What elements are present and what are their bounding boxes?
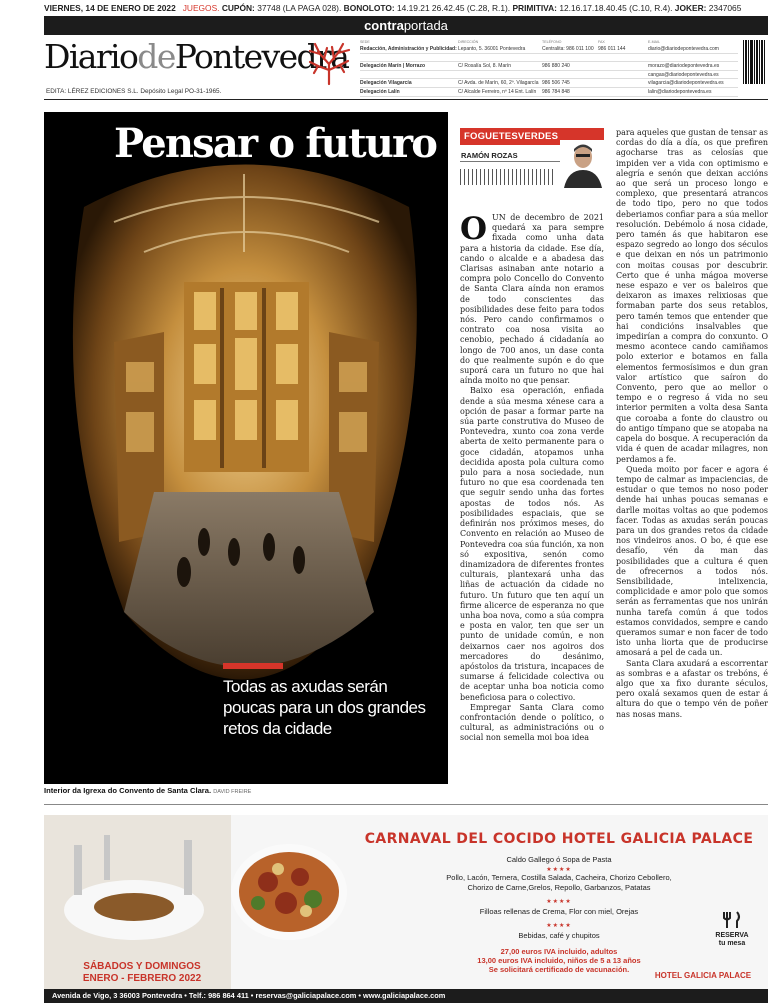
decorative-stripes-icon <box>460 169 556 185</box>
article-paragraph: OUN de decembro de 2021 quedará xa para sempre fixada como unha data para a historia da cidade. Ese día, cando o alcalde e a abadesa das Clarisas asinaban ante notario a compra polo Concello do Convento de Santa Clara aínda non eramos de todo conscientes das posibilidades dese feito para todos nós. Pero cando confirmamos o contrato coa nosa visita ao cenobio, pechado á cidadanía ao longo de 700 anos, un dase conta do que realmente supón e do que suporá cara un futuro no que hai aínda moito no que pensar. <box>460 211 604 386</box>
primitiva-value: 12.16.17.18.40.45 (C.10, R.4). <box>559 3 673 13</box>
newspaper-logo <box>44 37 348 76</box>
menu-stars: ★★★★ <box>546 923 572 929</box>
masthead-divider <box>44 99 768 100</box>
menu-stars: ★★★★ <box>546 899 572 905</box>
issue-date: VIERNES, 14 DE ENERO DE 2022 <box>44 3 176 13</box>
lottery-bar <box>44 3 768 15</box>
vaccination-note: Se solicitará certificado de vacunación. <box>488 965 630 974</box>
article-paragraph: para aqueles que gustan de tensar as cordas do día a día, os que prefiren agocharse tras as celosías que impiden ver a vida con optimismo e alegría e senón que deixan accións ao que será un proceso longo e complexo, que presentará atrancos de todo tipo, pero no que todos deberiamos confiar para a súa mellor resolución. Debémolo á nosa cidade, pero tamén ás que habitaron ese espazo segredo ao longo dos séculos e que deixan en nós un patrimonio con moitas cousas por descubrir. Certo que é unha mágoa moverse nese espazo e ver os baleiros que deixaron as imaxes relixiosas que formaban parte dos seus retablos, pero tamén temos que entender que hai condicións insalvables que impedirían a compra do conxunto. O mesmo acontece cando camiñamos polo exterior e botamos en falla elementos fermosísimos e dun gran valor artístico que saíron do Convento, pero que ao mellor o tempo e o regreso á vida no seu interior permiten a volta desa Santa que coroaba a fonte do claustro ou do antigo tímpano que se atopaba na capela do bosque. A recuperación da vida é quen de acadar milagres, non perdamos a fe. <box>616 128 768 464</box>
advert-footer: Avenida de Vigo, 3 36003 Pontevedra • Telf.: 986 864 411 • reservas@galiciapalace.com • www.galiciapalace.com <box>44 989 768 1003</box>
menu-stars: ★★★★ <box>546 867 572 873</box>
author-portrait <box>560 140 604 188</box>
menu-line: Pollo, Lacón, Ternera, Costilla Salada, Cacheira, Chorizo Cebollero, <box>446 873 672 882</box>
photo-caption <box>44 786 448 795</box>
directory-row: Delegación Marín | Morrazo C/ Rosalía Sol, 8. Marín 986 880 240 morazo@diariodepontevedra.es <box>360 62 738 71</box>
hotel-advert <box>44 815 768 1003</box>
joker-label: JOKER: <box>674 3 707 13</box>
logo-de: de <box>137 37 175 76</box>
publisher-info: EDITA: LÉREZ EDICIONES S.L. Depósito Legal PO-31-1965. <box>46 88 222 95</box>
cocido-dish-image <box>228 837 350 947</box>
article-paragraph: Baixo esa operación, enfiada dende a súa mesma xénese cara a opción de pasar a formar parte na súa parte construtiva do Museo de Pontevedra, xunto coa zona verde aberta de xeito permanente para o goce cidadán, atopamos unha decidida aposta pola cultura como pulo para a nosa sociedade, nun futuro no que esa coordenada ten que seguir sendo unha das fortes apostas de todos nós. As posibilidades espaciais, que se definirán nos próximos meses, do Convento en relación ao Museo de Pontevedra coa súa función, xa non só expositiva, senón como dinamizadora de diferentes frontes culturais, plantexará unha das liñas de actuación da cidade no futuro. Un futuro que ten aquí un firme alicerce de esperanza no que unha boa nova, como a súa compra e posta en valor, ten que ser un punto de unidade común, e non deixarnos caer nos agoiros dos mercadores do desánimo, apóstolos da tristura, incapaces de sumarse á felicidade colectiva ou de aceptar unha boa noticia como beneficiosa para o colectivo. <box>460 386 604 702</box>
advert-dates: SÁBADOS Y DOMINGOS ENERO - FEBRERO 2022 <box>82 961 202 984</box>
directory-row: Redacción, Administración y Publicidad: Lepanto, 5. 36001 Pontevedra Centralita: 986 011 100 986 011 144 diario@diariodepontevedra.com <box>360 45 738 54</box>
bonoloto-value: 14.19.21 26.42.45 (C.28, R.1). <box>397 3 511 13</box>
column-name: FOGUETESVERDES <box>460 128 604 145</box>
photo-credit: DAVID FREIRE <box>213 789 252 795</box>
church-photo <box>44 112 448 784</box>
article-paragraph: Santa Clara axudará a escorrentar as sombras e a afastar os trebóns, é algo que xa fixo durante séculos, pero oxalá sexamos quen de estar á altura do que o tempo vén de poñer nas nosas mans. <box>616 658 768 719</box>
section-bar <box>44 16 768 35</box>
menu-line: Caldo Gallego ó Sopa de Pasta <box>506 855 612 864</box>
reserve-badge: RESERVA tu mesa <box>702 911 762 948</box>
advert-title: CARNAVAL DEL COCIDO HOTEL GALICIA PALACE <box>364 831 754 847</box>
cupon-label: CUPÓN: <box>221 3 255 13</box>
logo-pontevedra: Pontevedra <box>174 37 349 76</box>
directory-row: Delegación Vilagarcía C/ Avda. de Marín, 60, 2º. Vilagarcía 986 506 745 vilagarcia@diariodepontevedra.es <box>360 79 738 88</box>
cutlery-icon <box>721 911 743 929</box>
directory-row: Delegación Lalín C/ Alcalde Ferreiro, nº 14 Ent. Lalín 986 784 848 lalin@diariodepontevedra.es <box>360 88 738 97</box>
cupon-value: 37748 (LA PAGA 028). <box>257 3 342 13</box>
article-paragraph: Empregar Santa Clara como confrontación dende o político, o cultural, as administracións ou o social non semella moi boa idea <box>460 702 604 743</box>
primitiva-label: PRIMITIVA: <box>512 3 557 13</box>
caption-text: Interior da Igrexa do Convento de Santa Clara. <box>44 786 212 795</box>
barcode-icon <box>741 39 767 93</box>
adult-price: 27,00 euros IVA incluido, adultos <box>500 947 618 956</box>
article-paragraph: Queda moito por facer e agora é tempo de calmar as impaciencias, de estudar o que temos no noso poder dende hai unhas poucas semanas e darlle moitas voltas ao que podemos facer. Todas as axudas serán poucas para un dos grandes retos da cidade nos vindeiros anos. O bo, é que ese desafío, vén da man das posibilidades que a cultura é quen de ofrecernos a todos nós. Sensibilidade, intelixencia, complicidade e amor polo que somos serán as ferramentas que nos unirán nunha tarefa común á que todos estamos convidados, sempre e cando queramos sumar e non facer de todo isto unha liorta que de producirse amosará a pel de cada un. <box>616 464 768 658</box>
bonoloto-label: BONOLOTO: <box>343 3 395 13</box>
article-column-2 <box>616 128 768 720</box>
hotel-logo: HOTEL GALICIA PALACE <box>654 971 752 980</box>
section-name-bold: contra <box>364 18 404 33</box>
pullquote: Todas as axudas serán poucas para un dos grandes retos da cidade <box>223 677 426 738</box>
logo-diario: Diario <box>44 37 138 76</box>
directory-row: cangas@diariodepontevedra.es <box>360 71 738 80</box>
section-name-light: portada <box>403 18 448 33</box>
pullquote-accent <box>223 663 283 669</box>
contact-directory <box>360 39 738 97</box>
directory-header: SEDE DIRECCIÓN TELÉFONO FAX E-MAIL <box>360 40 660 44</box>
drop-cap: O <box>460 211 488 247</box>
advert-divider <box>44 804 768 805</box>
child-price: 13,00 euros IVA incluido, niños de 5 a 13 años <box>477 956 641 965</box>
menu-line: Chorizo de Carne,Grelos, Repollo, Garbanzos, Patatas <box>467 883 651 892</box>
menu-line: Bebidas, café y chupitos <box>518 931 600 940</box>
joker-value: 2347065 <box>708 3 742 13</box>
menu-line: Filloas rellenas de Crema, Flor con miel, Orejas <box>479 907 639 916</box>
article-column-1 <box>460 213 604 744</box>
directory-row <box>360 54 738 63</box>
author-name: RAMÓN ROZAS <box>461 151 518 160</box>
headline: Pensar o futuro <box>114 120 437 167</box>
juegos-label: JUEGOS. <box>182 3 220 13</box>
coral-emblem-icon <box>306 40 352 86</box>
